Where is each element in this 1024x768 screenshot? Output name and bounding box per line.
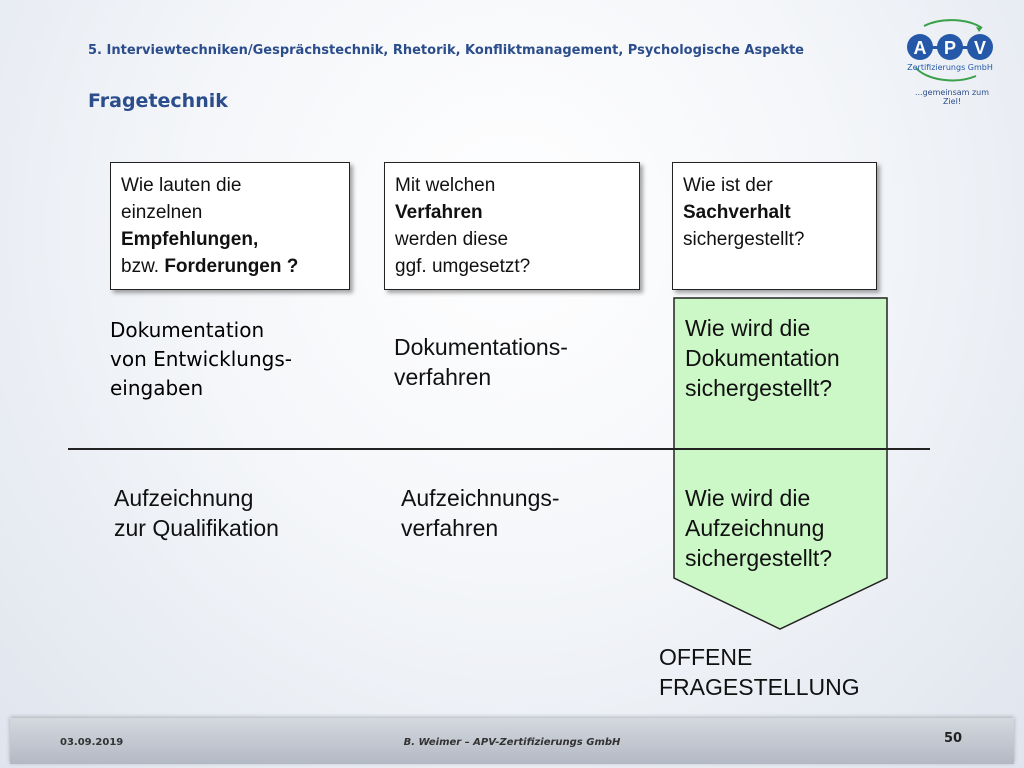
logo-letter-a: A — [913, 38, 927, 58]
question-box-recommendations — [110, 162, 350, 290]
recording-question: Wie wird die Aufzeichnung sichergestellt? — [685, 485, 833, 571]
recording-label: Aufzeichnung zur Qualifikation — [114, 485, 279, 541]
documentation-procedure-label: Dokumentations- verfahren — [394, 334, 568, 390]
logo-letter-p: P — [943, 38, 957, 58]
box-line: ggf. umgesetzt? — [395, 256, 531, 277]
section-subtitle: 5. Interviewtechniken/Gesprächstechnik, Rhetorik, Konfliktmanagement, Psychologische Aspekte — [88, 43, 804, 58]
footer-date: 03.09.2019 — [60, 737, 124, 748]
page-number: 50 — [944, 731, 963, 746]
box-line: Verfahren — [395, 202, 483, 223]
box-line: Empfehlungen, — [121, 229, 259, 250]
documentation-label: Dokumentation von Entwicklungs- eingaben — [110, 318, 292, 400]
box-line: Sachverhalt — [683, 202, 791, 223]
documentation-question: Wie wird die Dokumentation sichergestellt? — [685, 315, 840, 401]
box-line: werden diese — [395, 229, 509, 250]
question-box-facts — [672, 162, 877, 290]
box-line: Wie lauten die — [121, 175, 242, 196]
footer-author: B. Weimer – APV-Zertifizierungs GmbH — [403, 737, 621, 748]
page-title: Fragetechnik — [88, 90, 228, 112]
open-question-label: OFFENE FRAGESTELLUNG — [659, 644, 860, 700]
question-box-procedures — [384, 162, 640, 290]
box-line: Wie ist der — [683, 175, 773, 196]
box-line: einzelnen — [121, 202, 203, 223]
section-divider — [68, 448, 930, 450]
logo-company-name: Zertifizierungs GmbH — [907, 63, 993, 72]
box-line: sichergestellt? — [683, 229, 805, 250]
logo-arc-top — [924, 20, 982, 28]
recording-procedure-label: Aufzeichnungs- verfahren — [401, 485, 560, 541]
logo-slogan: ...gemeinsam zum Ziel! — [914, 88, 990, 106]
box-line: Mit welchen — [395, 175, 496, 196]
logo-letter-v: V — [973, 38, 987, 58]
box-line: bzw. Forderungen ? — [121, 256, 299, 277]
